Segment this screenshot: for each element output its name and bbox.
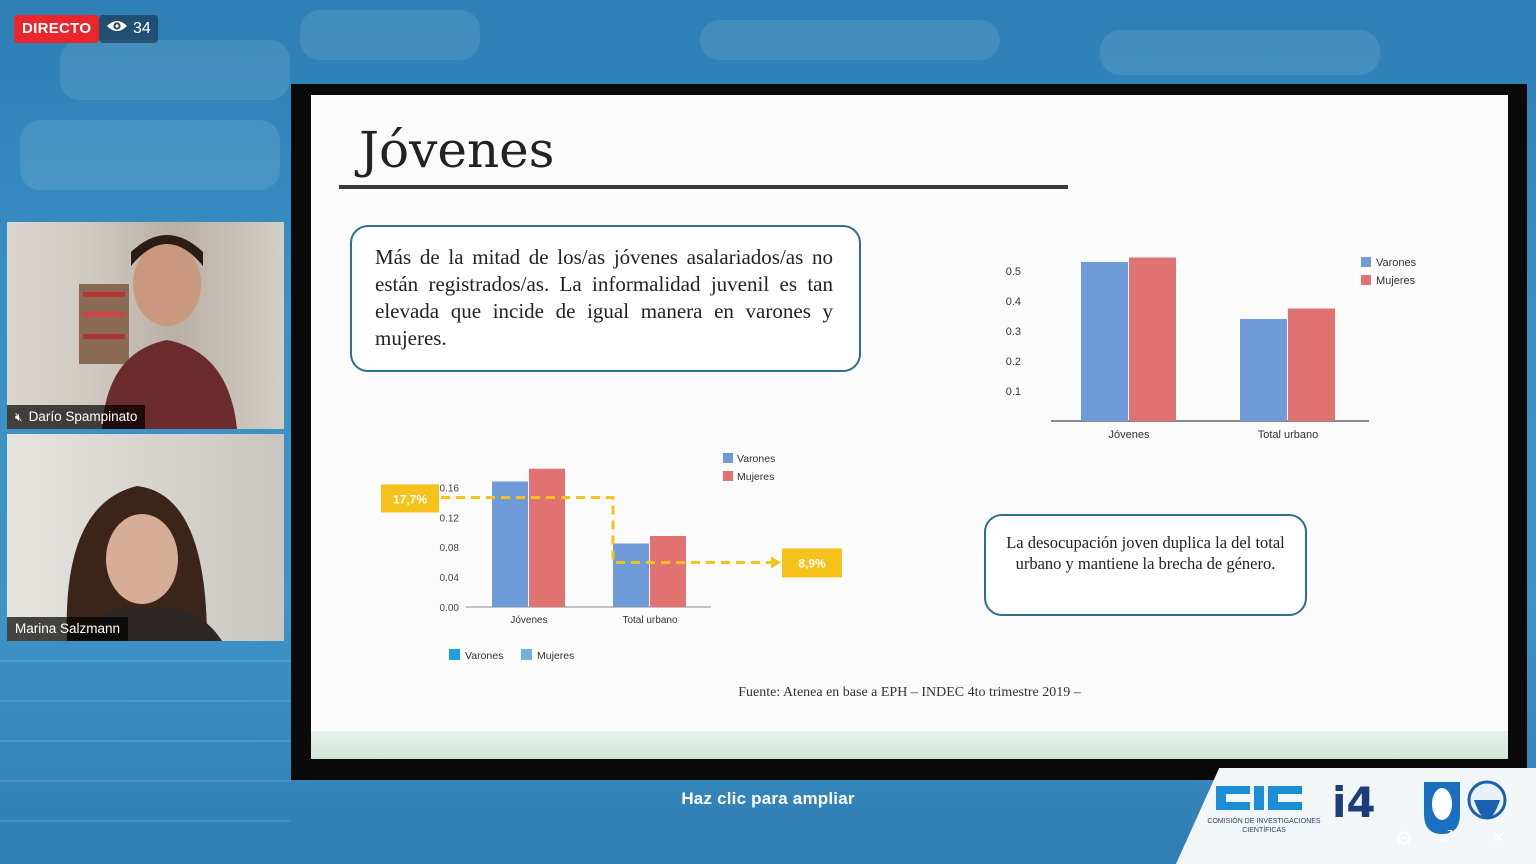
chart-informality-legend-label: Mujeres (1376, 275, 1416, 287)
chart-informality-bar (1129, 258, 1176, 422)
zoom-hint[interactable]: Haz clic para ampliar (681, 789, 855, 808)
chart-unemployment-legend-swatch (723, 471, 733, 481)
participant-label-1 (7, 405, 145, 429)
chart-informality-legend-swatch (1361, 275, 1371, 285)
chart-unemployment-bottom-legend-label: Mujeres (537, 650, 575, 662)
viewer-count-value: 34 (133, 20, 151, 37)
chart-informality-bar (1288, 309, 1335, 422)
participant-2-feed (7, 434, 284, 641)
cic-logo (1212, 782, 1307, 814)
chart-unemployment-bottom-legend-swatch (449, 649, 460, 660)
live-badge: DIRECTO (14, 15, 99, 43)
volume-mute-icon[interactable]: ✕ (1492, 830, 1506, 847)
chart-unemployment-bar (613, 543, 649, 607)
chart-unemployment-legend-label: Mujeres (737, 471, 775, 483)
slide-footer (311, 731, 1508, 759)
chart-informality-xlabel: Jóvenes (1108, 429, 1150, 441)
info-box-informality (350, 225, 861, 372)
chart-unemployment-ytick: 0.00 (439, 603, 459, 614)
slide-title: Jóvenes (359, 121, 555, 179)
participant-label-2 (7, 617, 128, 641)
shared-screen[interactable] (291, 84, 1527, 780)
chart-unemployment-bar (650, 536, 686, 607)
eye-icon (106, 15, 128, 43)
cic-caption: COMISIÓN DE INVESTIGACIONES CIENTÍFICAS (1207, 818, 1321, 834)
annotation-urban-value: 8,9% (798, 556, 826, 571)
presentation-slide (311, 95, 1508, 759)
participant-1-feed (7, 222, 284, 429)
chart-unemployment-bar (529, 469, 565, 607)
annotation-dashed-connector (441, 497, 771, 562)
participant-video-1[interactable] (7, 222, 284, 429)
chart-informality-legend-label: Varones (1376, 257, 1417, 269)
chart-informality-ytick: 0.5 (1005, 266, 1021, 278)
chart-informality-legend-swatch (1361, 257, 1371, 267)
chart-unemployment-legend-label: Varones (737, 453, 776, 465)
fullscreen-icon[interactable]: ⤢ (1440, 828, 1453, 845)
chart-unemployment-ytick: 0.08 (439, 543, 459, 555)
chart-informality-ytick: 0.1 (1005, 386, 1021, 398)
chart-informality-ytick: 0.2 (1005, 356, 1021, 368)
chart-unemployment-ytick: 0.16 (439, 483, 459, 495)
info-box-informality-text: Más de la mitad de los/as jóvenes asalariados/as no están registrados/as. La informalidad juvenil es tan elevada que incide de igual manera en varones y mujeres. (375, 245, 833, 350)
participant-video-2[interactable] (7, 434, 284, 641)
annotation-youth-value: 17,7% (392, 492, 428, 507)
annotation-arrow-icon (771, 556, 781, 568)
title-rule (339, 185, 1068, 189)
chart-unemployment-bottom-legend-label: Varones (465, 650, 504, 662)
viewer-count (99, 15, 158, 43)
chart-unemployment (371, 440, 851, 675)
chart-informality-bar (1240, 319, 1287, 421)
info-box-unemployment (984, 514, 1307, 616)
participant-name-2: Marina Salzmann (15, 621, 121, 636)
info-box-unemployment-text: La desocupación joven duplica la del total urbano y mantiene la brecha de género. (1006, 533, 1285, 573)
chart-unemployment-ytick: 0.04 (439, 573, 459, 585)
mic-off-icon: 🔇︎ (15, 410, 23, 424)
chart-informality-bar (1081, 262, 1128, 421)
chart-informality-xlabel: Total urbano (1257, 429, 1319, 441)
chart-unemployment-ytick: 0.12 (439, 513, 459, 525)
chart-informality (991, 245, 1451, 455)
settings-icon[interactable]: ⚙ (1395, 828, 1413, 850)
i4-logo: i4 (1332, 778, 1376, 827)
chart-informality-ytick: 0.4 (1005, 296, 1021, 308)
slide-source: Fuente: Atenea en base a EPH – INDEC 4to trimestre 2019 – (738, 685, 1081, 700)
chart-unemployment-bottom-legend-swatch (521, 649, 532, 660)
chart-unemployment-bar (492, 481, 528, 607)
chart-informality-ytick: 0.3 (1005, 326, 1021, 338)
participant-name-1: Darío Spampinato (28, 409, 138, 424)
chart-unemployment-xlabel: Jóvenes (510, 615, 548, 626)
chart-unemployment-xlabel: Total urbano (622, 615, 678, 626)
chart-unemployment-legend-swatch (723, 453, 733, 463)
